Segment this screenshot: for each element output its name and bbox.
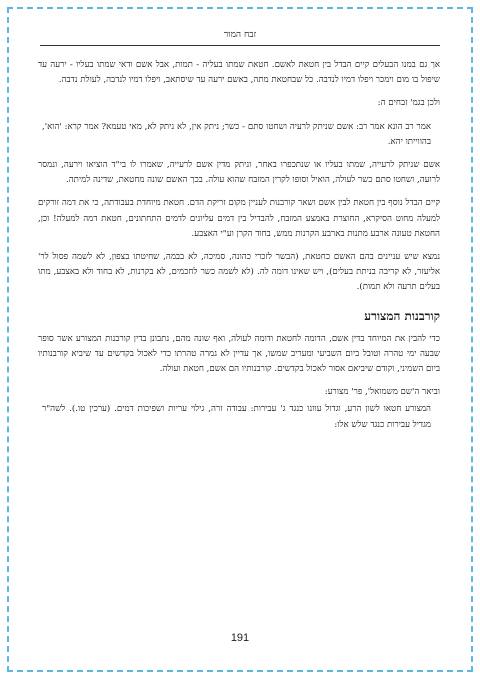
- section-title: קורבנות המצורע: [364, 308, 440, 323]
- header-title: זבח המור: [223, 30, 257, 40]
- quote-shem-mishmuel: המצורע חטאו לשון הרע, וגדול עוונו כנגד ג' עבירות: עבודה זרה, גילוי עריות ושפיכות דמים. (ערכין טו.). לשה"ר מגדיל עבירות כנגד שלש אלו:: [42, 404, 431, 430]
- paragraph-5: קיים הבדל נוסף בין חטאת לבין אשם ושאר קורבנות לעניין מקום זריקת הדם. חטאת מיוחדת בעבודתה, כי את דמה זורקים למעלה מחוט הסיקרא, החוצרת באמצע המזבח, להבדיל בין דמים עליונים לדמים התחתונים, חטאת דמה למעלה! וכן, החטאת טעונה ארבע מתנות בארבע הקרנות ממש, בחוד הקרן וע"י האצבע.: [38, 198, 440, 239]
- paragraph-1: אך גם במנו הבעלים קיים הבדל בין חטאת לאשם. חטאת שמתו בעליה - תמות, אבל אשם ודאי שמתו בעליו - ירעה עד שיפול בו מום וימכר ויפלו דמיו לנדבה. כל שבחטאת מתה, באשם ירעה עד שיסתאב, ויפלו דמיו לנדבה, לעולת נדבה.: [38, 60, 440, 86]
- page-content: [38, 58, 440, 441]
- quote-gemara: אמר רב הונא אמר רב: אשם שניתק לרעיה ושחטו סתם - כשר; ניתק אין, לא ניתק לא, מאי טעמא? אמר קרא: 'הוא', בהווייתו יהא.: [42, 121, 431, 147]
- paragraph-2: ולכן בגמ' זבחים ה:: [377, 98, 440, 109]
- page-number: 191: [230, 632, 250, 644]
- paragraph-7: כדי להבין את המיוחד בדין אשם, הדומה לחטאת ודומה לעולה, ואף שונה מהם, נתבונן בדין קורבנות המצורע אשר סופר שבעה ימי טהרה וטובל ביום השביעי ומעריב שמשו, אך עדיין לא גמרה טהרתו כדי לאכול בקדשים עד שיביא קורבנותיו ביום השמיני, וקודם שיביאם אסור לאכול בקדשים. קורבנותיו הם אשם, חטאת ועולה.: [38, 333, 440, 375]
- paragraph-6: נמצא שיש עניינים בהם האשם כחטאת, (הבשר לזכרי כהונה, סמיכה, לא בבמה, שחיטתו בצפון, לא לשמה פסול לר' אליעזר, לא קריבה בניתת בעלים), ויש שאינו דומה לה. (לא לשמה כשר לחכמים, לא בקרנות, לא בחוד ולא באצבע, מתו בעלים תרעה ולא תמות).: [38, 252, 440, 293]
- paragraph-4: אשם שניתק לרעייה, שמתו בעליו או שנתכפרו באחר, וניתק מדין אשם לרעייה, שאמרו לו בי"ד הוציאו וירעה, ונמסר לרועה, ושחטו סתם כשר לעולה, הואיל וסופו לקרין המזבח שהוא עולה. בכך האשם שונה מחטאת, שדינה למיתה.: [38, 160, 440, 186]
- running-header: [40, 28, 440, 46]
- paragraph-8: וביאר ה'שם משמואל', פר' מצורע:: [324, 387, 440, 398]
